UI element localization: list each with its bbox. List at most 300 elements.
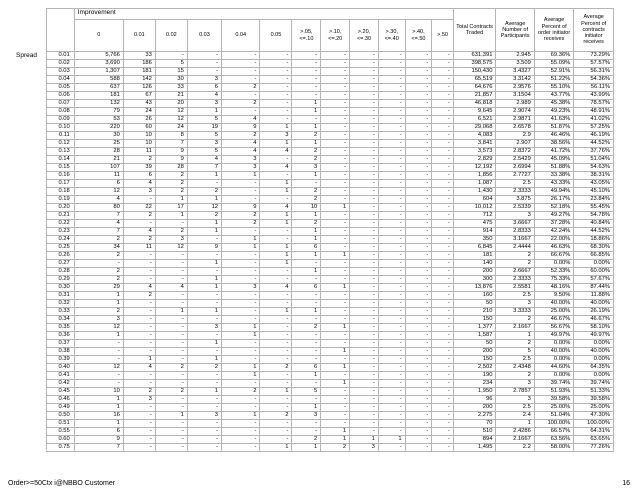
improvement-cell: - (321, 316, 350, 324)
summary-cell: 2 (496, 340, 534, 348)
improvement-cell: - (405, 68, 432, 76)
summary-cell: 1,587 (453, 332, 496, 340)
improvement-cell: - (405, 380, 432, 388)
improvement-cell: 181 (74, 92, 123, 100)
summary-cell: 54.63% (574, 164, 614, 172)
summary-cell: 475 (453, 220, 496, 228)
summary-cell: 0.00% (534, 260, 573, 268)
improvement-cell: - (123, 428, 155, 436)
summary-cell: 2.9576 (496, 84, 534, 92)
improvement-cell: 10 (123, 132, 155, 140)
summary-cell: 51.04% (574, 156, 614, 164)
summary-cell: 2.6994 (496, 164, 534, 172)
improvement-cell: - (405, 140, 432, 148)
improvement-cell: - (321, 332, 350, 340)
improvement-cell: - (350, 428, 379, 436)
summary-cell: 21,857 (453, 92, 496, 100)
column-header-avg-participants: Average Number of Participants (496, 9, 534, 52)
table-row (47, 420, 614, 428)
improvement-cell: 2 (260, 412, 292, 420)
improvement-cell: - (350, 364, 379, 372)
improvement-cell: - (350, 156, 379, 164)
improvement-cell: - (222, 404, 260, 412)
improvement-cell: - (432, 228, 453, 236)
improvement-cell: 3 (222, 156, 260, 164)
improvement-cell: 6 (187, 84, 221, 92)
summary-cell: 69.36% (534, 52, 573, 60)
improvement-cell: 33 (155, 84, 187, 92)
improvement-cell: - (321, 196, 350, 204)
improvement-cell: - (155, 372, 187, 380)
improvement-column-header: >.05, <=.10 (292, 20, 321, 52)
summary-cell: 631,391 (453, 52, 496, 60)
summary-cell: 1 (496, 420, 534, 428)
summary-cell: 398,575 (453, 60, 496, 68)
improvement-cell: - (321, 156, 350, 164)
improvement-cell: - (405, 292, 432, 300)
improvement-cell: 2 (123, 236, 155, 244)
summary-cell: 39.74% (574, 380, 614, 388)
improvement-cell: - (432, 300, 453, 308)
improvement-cell: 2 (123, 292, 155, 300)
improvement-cell: 4 (123, 364, 155, 372)
spread-value: 0.33 (47, 308, 75, 316)
improvement-cell: - (74, 356, 123, 364)
improvement-cell: - (74, 372, 123, 380)
improvement-cell: 4 (260, 164, 292, 172)
improvement-cell: 10 (123, 140, 155, 148)
improvement-cell: - (378, 76, 405, 84)
spread-improvement-table (46, 8, 614, 452)
improvement-cell: - (123, 332, 155, 340)
improvement-cell: 220 (74, 124, 123, 132)
summary-cell: 4,083 (453, 132, 496, 140)
improvement-cell: - (378, 84, 405, 92)
improvement-cell: 126 (123, 84, 155, 92)
improvement-cell: - (350, 276, 379, 284)
table-header (47, 9, 614, 52)
improvement-cell: 1 (292, 108, 321, 116)
summary-cell: 29,068 (453, 124, 496, 132)
summary-cell: 11.88% (574, 292, 614, 300)
spread-value: 0.29 (47, 276, 75, 284)
improvement-cell: - (187, 180, 221, 188)
improvement-cell: - (405, 316, 432, 324)
summary-cell: 3.1504 (496, 92, 534, 100)
table-row (47, 428, 614, 436)
table-row (47, 332, 614, 340)
improvement-cell: - (405, 420, 432, 428)
improvement-cell: 6 (292, 244, 321, 252)
summary-cell: 58.00% (534, 444, 573, 452)
table-row (47, 356, 614, 364)
summary-cell: 39.74% (534, 380, 573, 388)
summary-cell: 2.9871 (496, 116, 534, 124)
improvement-cell: 6 (292, 284, 321, 292)
improvement-cell: - (378, 308, 405, 316)
improvement-cell: 9 (74, 436, 123, 444)
improvement-cell: 11 (74, 172, 123, 180)
table-row (47, 284, 614, 292)
improvement-cell: - (350, 60, 379, 68)
summary-cell: 52.33% (534, 268, 573, 276)
improvement-cell: 1 (292, 228, 321, 236)
improvement-cell: 1 (292, 172, 321, 180)
spread-value: 0.19 (47, 196, 75, 204)
improvement-cell: - (123, 260, 155, 268)
summary-cell: 894 (453, 436, 496, 444)
improvement-cell: 1 (321, 364, 350, 372)
improvement-cell: - (155, 252, 187, 260)
improvement-cell: - (432, 420, 453, 428)
improvement-cell: 28 (155, 164, 187, 172)
improvement-cell: 1 (292, 236, 321, 244)
summary-cell: 2.3333 (496, 188, 534, 196)
spread-value: 0.27 (47, 260, 75, 268)
improvement-cell: - (405, 204, 432, 212)
improvement-cell: 1 (260, 220, 292, 228)
improvement-cell: - (187, 332, 221, 340)
improvement-cell: - (123, 276, 155, 284)
improvement-cell: - (350, 148, 379, 156)
table-row (47, 396, 614, 404)
improvement-cell: 30 (74, 132, 123, 140)
improvement-cell: - (123, 316, 155, 324)
improvement-cell: - (378, 52, 405, 60)
improvement-cell: - (260, 420, 292, 428)
improvement-cell: - (222, 76, 260, 84)
improvement-cell: - (378, 228, 405, 236)
summary-cell: 3.875 (496, 196, 534, 204)
improvement-cell: - (405, 220, 432, 228)
improvement-cell: - (350, 300, 379, 308)
improvement-cell: 3 (123, 188, 155, 196)
improvement-cell: - (155, 276, 187, 284)
improvement-cell: - (321, 100, 350, 108)
table-row (47, 92, 614, 100)
improvement-cell: - (292, 68, 321, 76)
spread-value: 0.23 (47, 228, 75, 236)
improvement-cell: - (260, 156, 292, 164)
improvement-cell: - (321, 236, 350, 244)
improvement-cell: - (378, 260, 405, 268)
improvement-cell: - (260, 68, 292, 76)
spread-value: 0.09 (47, 116, 75, 124)
improvement-cell: 17 (155, 204, 187, 212)
summary-cell: 140 (453, 260, 496, 268)
improvement-cell: - (405, 260, 432, 268)
improvement-cell: - (378, 372, 405, 380)
improvement-cell: 7 (74, 212, 123, 220)
spread-value: 0.26 (47, 252, 75, 260)
table-row (47, 244, 614, 252)
improvement-cell: 1 (260, 308, 292, 316)
table-row (47, 436, 614, 444)
improvement-cell: 1 (123, 356, 155, 364)
summary-cell: 54.78% (574, 212, 614, 220)
summary-cell: 2 (496, 316, 534, 324)
summary-cell: 1,087 (453, 180, 496, 188)
summary-cell: 150,430 (453, 68, 496, 76)
improvement-cell: 1 (155, 308, 187, 316)
improvement-cell: - (405, 188, 432, 196)
spread-value: 0.08 (47, 108, 75, 116)
summary-cell: 43.05% (574, 180, 614, 188)
improvement-cell: - (155, 332, 187, 340)
spread-value: 0.55 (47, 428, 75, 436)
improvement-cell: 2 (292, 220, 321, 228)
summary-cell: 43.77% (534, 92, 573, 100)
summary-cell: 1,377 (453, 324, 496, 332)
summary-cell: 46.67% (574, 316, 614, 324)
improvement-cell: - (222, 292, 260, 300)
improvement-cell: - (260, 380, 292, 388)
improvement-cell: 1 (187, 284, 221, 292)
summary-cell: 40.00% (574, 300, 614, 308)
summary-cell: 46.67% (534, 316, 573, 324)
improvement-cell: 3 (222, 164, 260, 172)
improvement-cell: 1 (155, 196, 187, 204)
spread-value: 0.34 (47, 316, 75, 324)
table-row (47, 316, 614, 324)
improvement-cell: - (432, 252, 453, 260)
improvement-cell: - (292, 116, 321, 124)
improvement-cell: - (350, 196, 379, 204)
improvement-cell: 1 (321, 324, 350, 332)
improvement-cell: - (155, 292, 187, 300)
table-row (47, 324, 614, 332)
improvement-cell: - (378, 180, 405, 188)
table-row (47, 164, 614, 172)
improvement-cell: 12 (74, 324, 123, 332)
spread-value: 0.05 (47, 84, 75, 92)
improvement-cell: - (222, 396, 260, 404)
improvement-cell: - (292, 316, 321, 324)
spread-value: 0.41 (47, 372, 75, 380)
summary-cell: 45.38% (534, 100, 573, 108)
improvement-cell: - (155, 300, 187, 308)
improvement-cell: - (405, 100, 432, 108)
improvement-cell: - (222, 228, 260, 236)
improvement-cell: 2 (222, 388, 260, 396)
improvement-cell: - (260, 316, 292, 324)
improvement-cell: - (432, 204, 453, 212)
summary-cell: 57.57% (574, 60, 614, 68)
improvement-cell: - (321, 372, 350, 380)
improvement-cell: 1 (321, 284, 350, 292)
summary-cell: 0.00% (574, 372, 614, 380)
spread-value: 0.31 (47, 292, 75, 300)
improvement-cell: 1 (260, 140, 292, 148)
improvement-cell: - (350, 260, 379, 268)
summary-cell: 2.5 (496, 356, 534, 364)
improvement-cell: 1 (260, 260, 292, 268)
table-row (47, 308, 614, 316)
summary-cell: 0.00% (534, 340, 573, 348)
improvement-cell: - (321, 412, 350, 420)
table-row (47, 276, 614, 284)
improvement-cell: - (321, 60, 350, 68)
improvement-cell: - (378, 348, 405, 356)
improvement-cell: - (321, 124, 350, 132)
summary-cell: 3 (496, 212, 534, 220)
summary-cell: 1,856 (453, 172, 496, 180)
improvement-cell: 53 (74, 116, 123, 124)
improvement-cell: - (432, 356, 453, 364)
table-row (47, 108, 614, 116)
improvement-column-header: 0.02 (155, 20, 187, 52)
summary-cell: 10,012 (453, 204, 496, 212)
improvement-cell: - (187, 444, 221, 452)
summary-cell: 2.6667 (496, 268, 534, 276)
improvement-column-header: 0.04 (222, 20, 260, 52)
improvement-cell: - (187, 52, 221, 60)
improvement-cell: - (432, 212, 453, 220)
summary-cell: 190 (453, 372, 496, 380)
spread-value: 0.32 (47, 300, 75, 308)
improvement-cell: - (378, 316, 405, 324)
improvement-cell: 7 (155, 140, 187, 148)
summary-cell: 26.19% (574, 308, 614, 316)
improvement-cell: 186 (123, 60, 155, 68)
table-row (47, 116, 614, 124)
improvement-cell: 2 (74, 236, 123, 244)
improvement-cell: 4 (260, 148, 292, 156)
improvement-cell: - (378, 204, 405, 212)
summary-cell: 2.989 (496, 100, 534, 108)
improvement-cell: - (432, 84, 453, 92)
improvement-cell: - (405, 172, 432, 180)
summary-cell: 44.52% (574, 140, 614, 148)
improvement-cell: - (155, 444, 187, 452)
table-row (47, 364, 614, 372)
improvement-cell: 1 (321, 436, 350, 444)
improvement-cell: - (350, 324, 379, 332)
improvement-cell: - (123, 372, 155, 380)
improvement-cell: - (350, 332, 379, 340)
summary-cell: 26.17% (534, 196, 573, 204)
improvement-cell: - (187, 236, 221, 244)
improvement-cell: - (350, 76, 379, 84)
improvement-cell: - (260, 60, 292, 68)
improvement-cell: - (350, 388, 379, 396)
improvement-cell: 2 (292, 156, 321, 164)
summary-cell: 2.5339 (496, 204, 534, 212)
improvement-cell: 67 (123, 92, 155, 100)
summary-cell: 510 (453, 428, 496, 436)
table-row (47, 196, 614, 204)
spread-value: 0.20 (47, 204, 75, 212)
improvement-cell: 2 (321, 444, 350, 452)
improvement-cell: - (405, 212, 432, 220)
improvement-cell: - (222, 428, 260, 436)
spread-value: 0.45 (47, 388, 75, 396)
page-footer (8, 480, 630, 487)
spread-value: 0.49 (47, 404, 75, 412)
improvement-cell: - (123, 300, 155, 308)
improvement-cell: - (405, 372, 432, 380)
table-row (47, 412, 614, 420)
summary-cell: 57.25% (574, 124, 614, 132)
summary-cell: 39.58% (534, 396, 573, 404)
improvement-cell: - (432, 188, 453, 196)
improvement-cell: - (350, 292, 379, 300)
improvement-cell: - (321, 340, 350, 348)
improvement-cell: - (378, 324, 405, 332)
improvement-cell: 7 (187, 164, 221, 172)
improvement-cell: - (321, 84, 350, 92)
improvement-cell: - (350, 172, 379, 180)
improvement-cell: 28 (74, 148, 123, 156)
improvement-cell: 5 (155, 60, 187, 68)
improvement-cell: - (292, 420, 321, 428)
improvement-cell: - (432, 156, 453, 164)
improvement-cell: - (432, 76, 453, 84)
summary-cell: 49.27% (534, 212, 573, 220)
improvement-cell: 1 (292, 268, 321, 276)
improvement-cell: - (222, 300, 260, 308)
summary-cell: 56.67% (534, 324, 573, 332)
table-row (47, 236, 614, 244)
improvement-cell: - (378, 404, 405, 412)
improvement-cell: - (350, 188, 379, 196)
summary-cell: 3,841 (453, 140, 496, 148)
improvement-cell: 1 (260, 388, 292, 396)
table-row (47, 404, 614, 412)
improvement-cell: - (123, 380, 155, 388)
summary-cell: 2,275 (453, 412, 496, 420)
improvement-cell: 3 (260, 132, 292, 140)
improvement-cell: - (222, 108, 260, 116)
improvement-cell: 1 (292, 372, 321, 380)
improvement-cell: - (187, 60, 221, 68)
improvement-cell: 107 (74, 164, 123, 172)
table-row (47, 372, 614, 380)
improvement-cell: - (260, 292, 292, 300)
table-row (47, 180, 614, 188)
summary-cell: 3.509 (496, 60, 534, 68)
improvement-cell: 15 (155, 68, 187, 76)
spread-value: 0.22 (47, 220, 75, 228)
improvement-cell: - (222, 68, 260, 76)
summary-cell: 50 (453, 300, 496, 308)
improvement-cell: 1 (155, 212, 187, 220)
improvement-cell: 12 (155, 108, 187, 116)
improvement-cell: - (260, 428, 292, 436)
improvement-cell: 30 (155, 76, 187, 84)
improvement-cell: - (432, 180, 453, 188)
improvement-cell: 3 (292, 164, 321, 172)
summary-cell: 9.50% (534, 292, 573, 300)
summary-cell: 47.30% (574, 412, 614, 420)
improvement-cell: 2 (155, 188, 187, 196)
summary-cell: 2.5429 (496, 156, 534, 164)
summary-cell: 64,676 (453, 84, 496, 92)
summary-cell: 37.76% (574, 148, 614, 156)
improvement-cell: 1 (187, 356, 221, 364)
improvement-cell: 2 (187, 212, 221, 220)
improvement-cell: - (350, 308, 379, 316)
improvement-cell: 2 (292, 132, 321, 140)
spread-value: 0.03 (47, 68, 75, 76)
improvement-cell: - (405, 364, 432, 372)
summary-cell: 5 (496, 348, 534, 356)
improvement-cell: 2 (123, 212, 155, 220)
improvement-cell: - (321, 116, 350, 124)
improvement-cell: - (432, 324, 453, 332)
improvement-cell: - (405, 148, 432, 156)
improvement-cell: - (260, 100, 292, 108)
